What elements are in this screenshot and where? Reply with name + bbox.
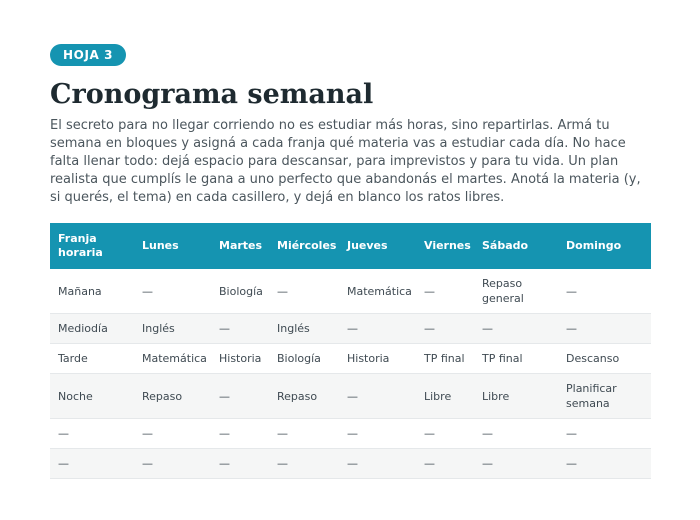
table-cell: —: [558, 269, 651, 314]
table-cell: Historia: [339, 344, 416, 374]
table-cell: —: [474, 449, 558, 479]
table-cell: Mañana: [50, 269, 134, 314]
table-row: [50, 314, 651, 344]
intro-paragraph: El secreto para no llegar corriendo no es estudiar más horas, sino repartirlas. Armá tu semana en bloques y asigná a cada franja qué materia vas a estudiar cada día. No hace falta llenar todo: dejá espacio para descansar, para imprevistos y para tu vida. Un plan realista que cumplís le gana a uno perfecto que abandonás el martes. Anotá la materia (y, si querés, el tema) en cada casillero, y dejá en blanco los ratos libres.: [50, 118, 641, 205]
table-cell: Inglés: [134, 314, 211, 344]
table-cell: Libre: [416, 374, 474, 419]
table-cell: TP final: [474, 344, 558, 374]
table-cell: —: [416, 449, 474, 479]
table-row: [50, 449, 651, 479]
header-sunday: Domingo: [558, 223, 651, 269]
table-cell: —: [211, 419, 269, 449]
table-cell: TP final: [416, 344, 474, 374]
table-cell: Inglés: [269, 314, 339, 344]
header-wednesday: Miércoles: [269, 223, 339, 269]
table-cell: Descanso: [558, 344, 651, 374]
table-cell: —: [474, 314, 558, 344]
table-cell: —: [416, 419, 474, 449]
table-cell: —: [558, 449, 651, 479]
header-time-slot: Franja horaria: [50, 223, 134, 269]
table-cell: —: [211, 449, 269, 479]
table-cell: —: [50, 449, 134, 479]
table-cell: Matemática: [339, 269, 416, 314]
table-cell: —: [134, 449, 211, 479]
table-cell: —: [339, 419, 416, 449]
table-cell: Mediodía: [50, 314, 134, 344]
table-row: [50, 344, 651, 374]
table-header-row: [50, 223, 651, 269]
table-cell: —: [269, 269, 339, 314]
table-cell: —: [50, 419, 134, 449]
table-row: [50, 269, 651, 314]
header-saturday: Sábado: [474, 223, 558, 269]
table-cell: —: [211, 374, 269, 419]
sheet-badge: HOJA 3: [50, 44, 126, 66]
table-cell: Biología: [211, 269, 269, 314]
table-row: [50, 419, 651, 449]
table-cell: Noche: [50, 374, 134, 419]
table-cell: —: [339, 449, 416, 479]
header-friday: Viernes: [416, 223, 474, 269]
table-cell: —: [134, 269, 211, 314]
table-cell: Tarde: [50, 344, 134, 374]
table-cell: —: [474, 419, 558, 449]
table-cell: —: [558, 314, 651, 344]
table-cell: —: [339, 314, 416, 344]
table-cell: —: [558, 419, 651, 449]
table-cell: —: [416, 314, 474, 344]
table-cell: Planificar semana: [558, 374, 651, 419]
worksheet-page: [50, 44, 651, 479]
table-cell: —: [339, 374, 416, 419]
table-cell: —: [134, 419, 211, 449]
table-cell: —: [269, 449, 339, 479]
table-cell: Matemática: [134, 344, 211, 374]
header-tuesday: Martes: [211, 223, 269, 269]
table-row: [50, 374, 651, 419]
table-cell: Repaso: [269, 374, 339, 419]
header-monday: Lunes: [134, 223, 211, 269]
weekly-schedule-table: [50, 223, 651, 479]
table-cell: Repaso: [134, 374, 211, 419]
table-cell: —: [416, 269, 474, 314]
table-cell: Libre: [474, 374, 558, 419]
table-cell: Historia: [211, 344, 269, 374]
page-title: Cronograma semanal: [50, 79, 374, 110]
table-cell: —: [269, 419, 339, 449]
header-thursday: Jueves: [339, 223, 416, 269]
table-cell: —: [211, 314, 269, 344]
table-cell: Biología: [269, 344, 339, 374]
table-cell: Repaso general: [474, 269, 558, 314]
